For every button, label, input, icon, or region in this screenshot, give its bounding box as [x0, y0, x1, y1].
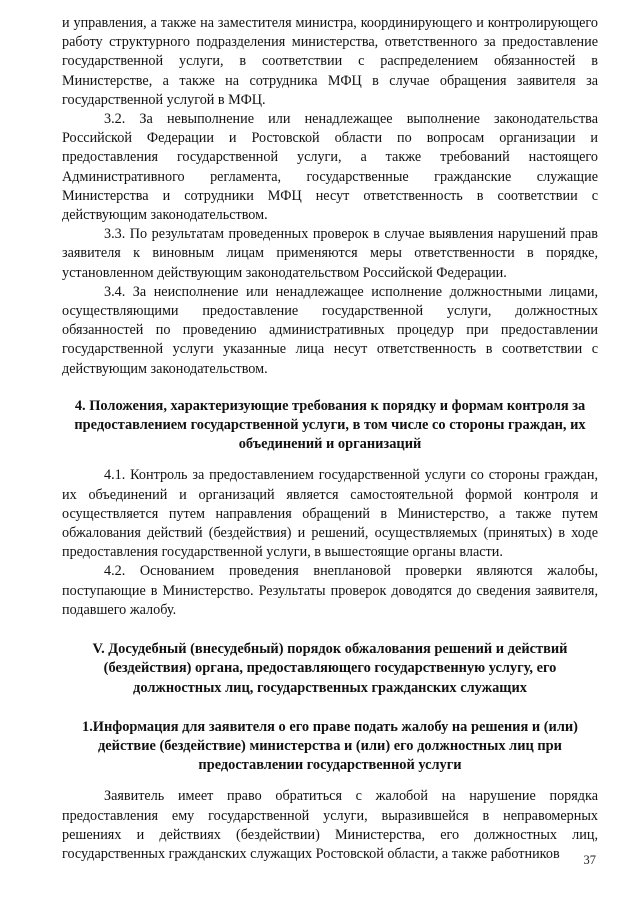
paragraph-3-3: 3.3. По результатам проведенных проверок в случае выявления нарушений прав заявителя к виновным лицам применяются меры ответственности в порядке, установленном действующим законодательством Российской Федерации.: [62, 226, 598, 281]
paragraph-4-2: 4.2. Основанием проведения внеплановой проверки являются жалобы, поступающие в Министерство. Результаты проверок доводятся до сведения заявителя, подавшего жалобу.: [62, 563, 598, 618]
paragraph-3-2: 3.2. За невыполнение или ненадлежащее выполнение законодательства Российской Федерации и Ростовской области по вопросам организации и предоставления государственной услуги, а также требований настоящего Административного регламента, государственные гражданские служащие Министерства и сотрудники МФЦ несут ответственность в соответствии с действующим законодательством.: [62, 111, 598, 224]
paragraph-continuation: и управления, а также на заместителя министра, координирующего и контролирующего работу структурного подразделения министерства, ответственного за предоставление государственной услуги, в соответствии с распределением обязанностей в Министерстве, а также на сотрудника МФЦ в случае обращения заявителя за государственной услугой в МФЦ.: [62, 15, 598, 108]
paragraph-4-1: 4.1. Контроль за предоставлением государственной услуги со стороны граждан, их объединений и организаций является самостоятельной формой контроля и осуществляется путем направления обращений в Министерство, а также путем обжалования действий (бездействия) и решений, осуществляемых (принятых) в ходе предоставления государственной услуги, в вышестоящие органы власти.: [62, 467, 598, 561]
subsection-1-heading: 1.Информация для заявителя о его праве подать жалобу на решения и (или) действие (бездействие) министерства и (или) его должностных лиц при предоставлении государственной услуги: [82, 718, 578, 774]
document-page: [62, 14, 598, 864]
section-5-heading: V. Досудебный (внесудебный) порядок обжалования решений и действий (бездействия) органа, предоставляющего государственную услугу, его должностных лиц, государственных гражданских служащих: [92, 641, 568, 696]
paragraph-complaint-right: Заявитель имеет право обратиться с жалобой на нарушение порядка предоставления ему государственной услуги, выразившейся в неправомерных решениях и действиях (бездействии) Министерства, его должностных лиц, государственных гражданских служащих Ростовской области, а также работников: [62, 788, 598, 862]
paragraph-3-4: 3.4. За неисполнение или ненадлежащее исполнение должностными лицами, осуществляющими предоставление государственной услуги, должностных обязанностей по проведению административных процедур при предоставлении государственной услуги указанные лица несут ответственность в соответствии с действующим законодательством.: [62, 283, 598, 377]
section-4-heading: 4. Положения, характеризующие требования к порядку и формам контроля за предоставлением государственной услуги, в том числе со стороны граждан, их объединений и организаций: [74, 397, 586, 453]
page-number: 37: [583, 853, 596, 867]
